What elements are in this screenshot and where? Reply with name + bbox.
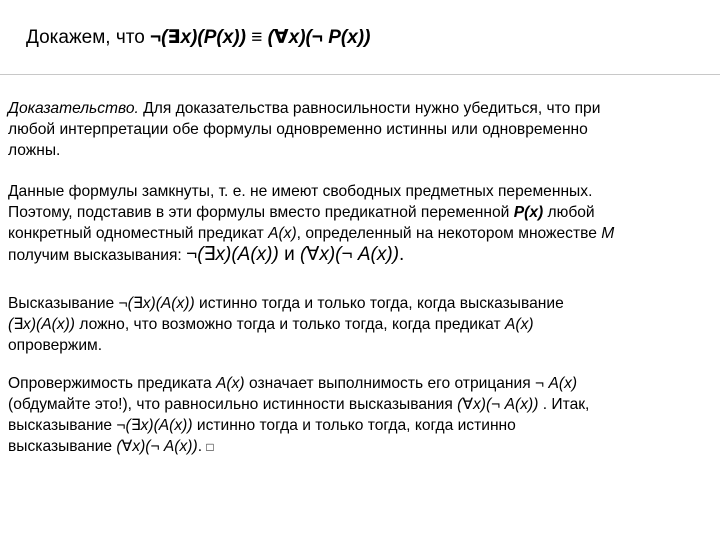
proof-paragraph-1 [8, 98, 714, 161]
paragraph-line [8, 244, 714, 266]
equivalence-symbol: ≡ [245, 27, 268, 48]
title-divider [0, 74, 720, 75]
text-span: Высказывание [8, 295, 119, 312]
text-span: означает выполнимость его отрицания [244, 375, 536, 392]
page-title [26, 26, 370, 49]
paragraph-line [8, 394, 714, 415]
formula: ¬(∃x)(A(x)) [116, 417, 193, 434]
text-span: , определенный на некотором множестве [296, 225, 602, 242]
formula: ¬(∃x)(A(x)) [186, 244, 279, 265]
text-span: (обдумайте это!), что равносильно истинности высказывания [8, 396, 458, 413]
proof-term: Доказательство. [8, 100, 139, 117]
text-span: высказывание [8, 417, 117, 434]
predicate: A(x) [504, 316, 534, 333]
text-span: истинно тогда и только тогда, когда истинно [192, 417, 516, 434]
title-formula-left: ¬(∃x)(P(x)) [150, 27, 246, 48]
formula: ¬ A(x) [535, 375, 578, 392]
title-lead: Докажем, что [26, 27, 151, 48]
formula: ¬(∃x)(A(x)) [118, 295, 195, 312]
set-symbol: M [601, 225, 615, 242]
paragraph-line [8, 293, 714, 314]
formula: (∃x)(A(x)) [8, 316, 76, 333]
text-span: . Итак, [538, 396, 590, 413]
paragraph-line: ложны. [8, 142, 61, 159]
proof-paragraph-4 [8, 373, 714, 458]
paragraph-line: опровержим. [8, 337, 103, 354]
predicate: A(x) [268, 225, 297, 242]
formula: (∀x)(¬ A(x)) [116, 438, 198, 455]
paragraph-line [8, 314, 714, 335]
text-span: Поэтому, подставив в эти формулы вместо предикатной переменной [8, 204, 514, 221]
qed-icon: □ [206, 440, 214, 454]
paragraph-line [8, 202, 714, 223]
paragraph-line: Данные формулы замкнуты, т. е. не имеют свободных предметных переменных. [8, 183, 593, 200]
text-span: Опровержимость предиката [8, 375, 217, 392]
formula: (∀x)(¬ A(x)) [457, 396, 539, 413]
paragraph-line [8, 223, 714, 244]
text-span: получим высказывания: [8, 247, 187, 264]
paragraph-line [8, 373, 714, 394]
text-span: . [399, 244, 405, 265]
text-span: конкретный одноместный предикат [8, 225, 269, 242]
formula: (∀x)(¬ A(x)) [300, 244, 400, 265]
predicate: A(x) [216, 375, 245, 392]
text-span: . [197, 438, 207, 455]
text-span: и [278, 244, 301, 265]
text-span: Для доказательства равносильности нужно убедиться, что при [138, 100, 601, 117]
proof-paragraph-2 [8, 181, 714, 266]
proof-paragraph-3 [8, 293, 714, 356]
paragraph-line [8, 415, 714, 436]
text-span: истинно тогда и только тогда, когда высказывание [194, 295, 564, 312]
paragraph-line: любой интерпретации обе формулы одновременно истинны или одновременно [8, 121, 588, 138]
paragraph-line [8, 436, 714, 458]
text-span: высказывание [8, 438, 117, 455]
paragraph-line [8, 98, 714, 119]
text-span: любой [543, 204, 595, 221]
title-formula-right: (∀x)(¬ P(x)) [267, 27, 371, 48]
predicate-variable: P(x) [513, 204, 544, 221]
text-span: ложно, что возможно тогда и только тогда, когда предикат [75, 316, 505, 333]
